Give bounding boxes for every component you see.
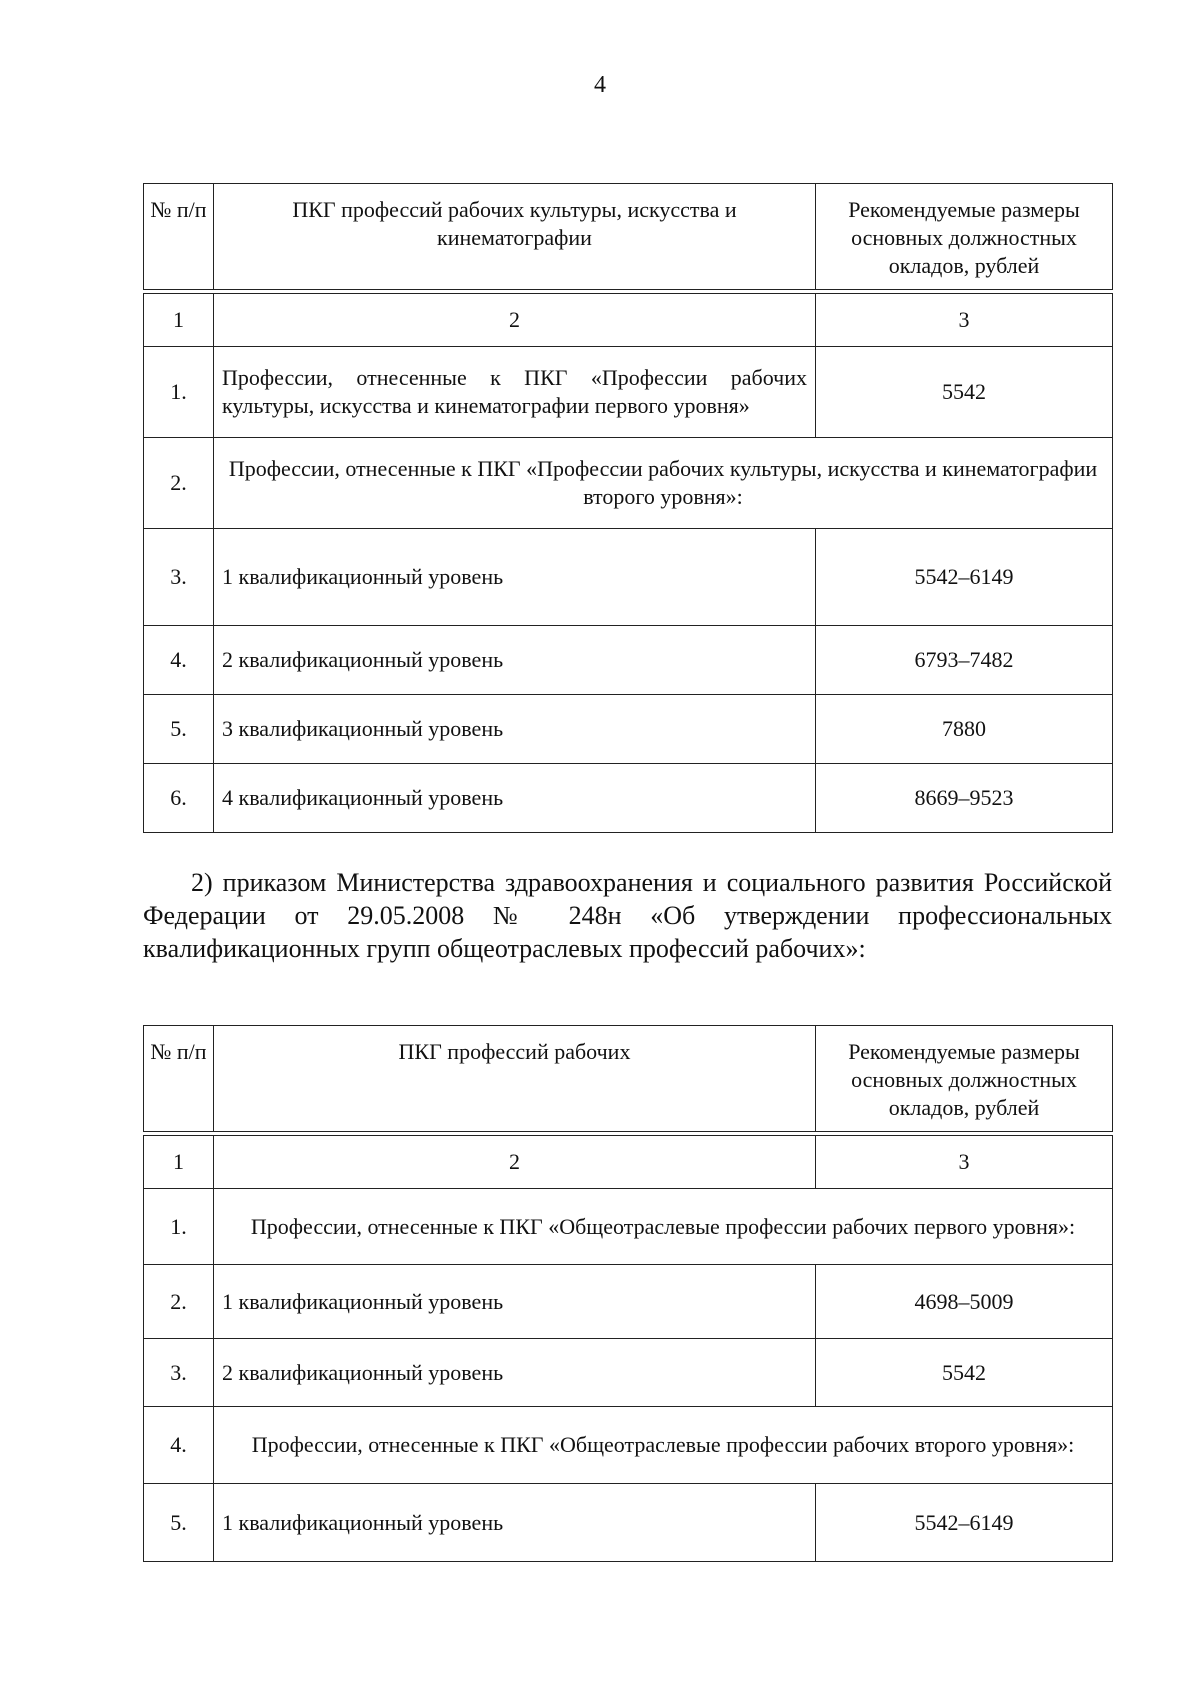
header-group-col: ПКГ профессий рабочих <box>214 1026 816 1132</box>
header-number-col: № п/п <box>144 1026 214 1132</box>
table-row <box>144 695 1113 764</box>
index-cell: 3 <box>816 1136 1113 1189</box>
body-paragraph: 2) приказом Министерства здравоохранения и социального развития Российской Федерации от 29.05.2008 № 248н «Об утверждении профессиональных квалификационных групп общеотраслевых профессий рабочих»: <box>143 868 1112 963</box>
row-number: 5. <box>144 1484 214 1562</box>
row-number: 3. <box>144 529 214 626</box>
table-row <box>144 764 1113 833</box>
row-group-title: Профессии, отнесенные к ПКГ «Профессии рабочих культуры, искусства и кинематографии второго уровня»: <box>214 438 1113 529</box>
table-row <box>144 626 1113 695</box>
column-index-row <box>144 294 1113 347</box>
row-name: 1 квалификационный уровень <box>214 1484 816 1562</box>
row-salary: 5542 <box>816 347 1113 438</box>
row-name: 2 квалификационный уровень <box>214 1339 816 1407</box>
row-number: 4. <box>144 1407 214 1484</box>
header-group-col: ПКГ профессий рабочих культуры, искусства и кинематографии <box>214 184 816 290</box>
row-salary: 5542–6149 <box>816 1484 1113 1562</box>
row-number: 4. <box>144 626 214 695</box>
row-name: 2 квалификационный уровень <box>214 626 816 695</box>
table-header-row <box>144 184 1113 290</box>
index-cell: 1 <box>144 294 214 347</box>
row-group-title: Профессии, отнесенные к ПКГ «Общеотраслевые профессии рабочих второго уровня»: <box>214 1407 1113 1484</box>
row-name: 3 квалификационный уровень <box>214 695 816 764</box>
page-number: 4 <box>594 72 606 98</box>
table-header-row <box>144 1026 1113 1132</box>
row-name: 1 квалификационный уровень <box>214 1265 816 1339</box>
table-row <box>144 529 1113 626</box>
table-row <box>144 1484 1113 1562</box>
index-cell: 1 <box>144 1136 214 1189</box>
index-cell: 3 <box>816 294 1113 347</box>
header-salary-col: Рекомендуемые размеры основных должностных окладов, рублей <box>816 1026 1113 1132</box>
row-number: 2. <box>144 438 214 529</box>
header-number-col: № п/п <box>144 184 214 290</box>
row-salary: 7880 <box>816 695 1113 764</box>
row-number: 6. <box>144 764 214 833</box>
row-group-title: Профессии, отнесенные к ПКГ «Общеотраслевые профессии рабочих первого уровня»: <box>214 1189 1113 1265</box>
column-index-row <box>144 1136 1113 1189</box>
row-salary: 5542 <box>816 1339 1113 1407</box>
row-name: 1 квалификационный уровень <box>214 529 816 626</box>
row-salary: 8669–9523 <box>816 764 1113 833</box>
row-number: 1. <box>144 1189 214 1265</box>
row-number: 2. <box>144 1265 214 1339</box>
salary-table-culture-workers <box>143 183 1113 833</box>
row-salary: 5542–6149 <box>816 529 1113 626</box>
table-row <box>144 438 1113 529</box>
header-salary-col: Рекомендуемые размеры основных должностных окладов, рублей <box>816 184 1113 290</box>
row-number: 5. <box>144 695 214 764</box>
table-row <box>144 1407 1113 1484</box>
row-number: 1. <box>144 347 214 438</box>
table-row <box>144 347 1113 438</box>
index-cell: 2 <box>214 294 816 347</box>
row-name: Профессии, отнесенные к ПКГ «Профессии рабочих культуры, искусства и кинематографии первого уровня» <box>214 347 816 438</box>
row-number: 3. <box>144 1339 214 1407</box>
table-row <box>144 1189 1113 1265</box>
table-row <box>144 1339 1113 1407</box>
table-row <box>144 1265 1113 1339</box>
row-salary: 6793–7482 <box>816 626 1113 695</box>
index-cell: 2 <box>214 1136 816 1189</box>
salary-table-general-workers <box>143 1025 1113 1562</box>
row-salary: 4698–5009 <box>816 1265 1113 1339</box>
row-name: 4 квалификационный уровень <box>214 764 816 833</box>
